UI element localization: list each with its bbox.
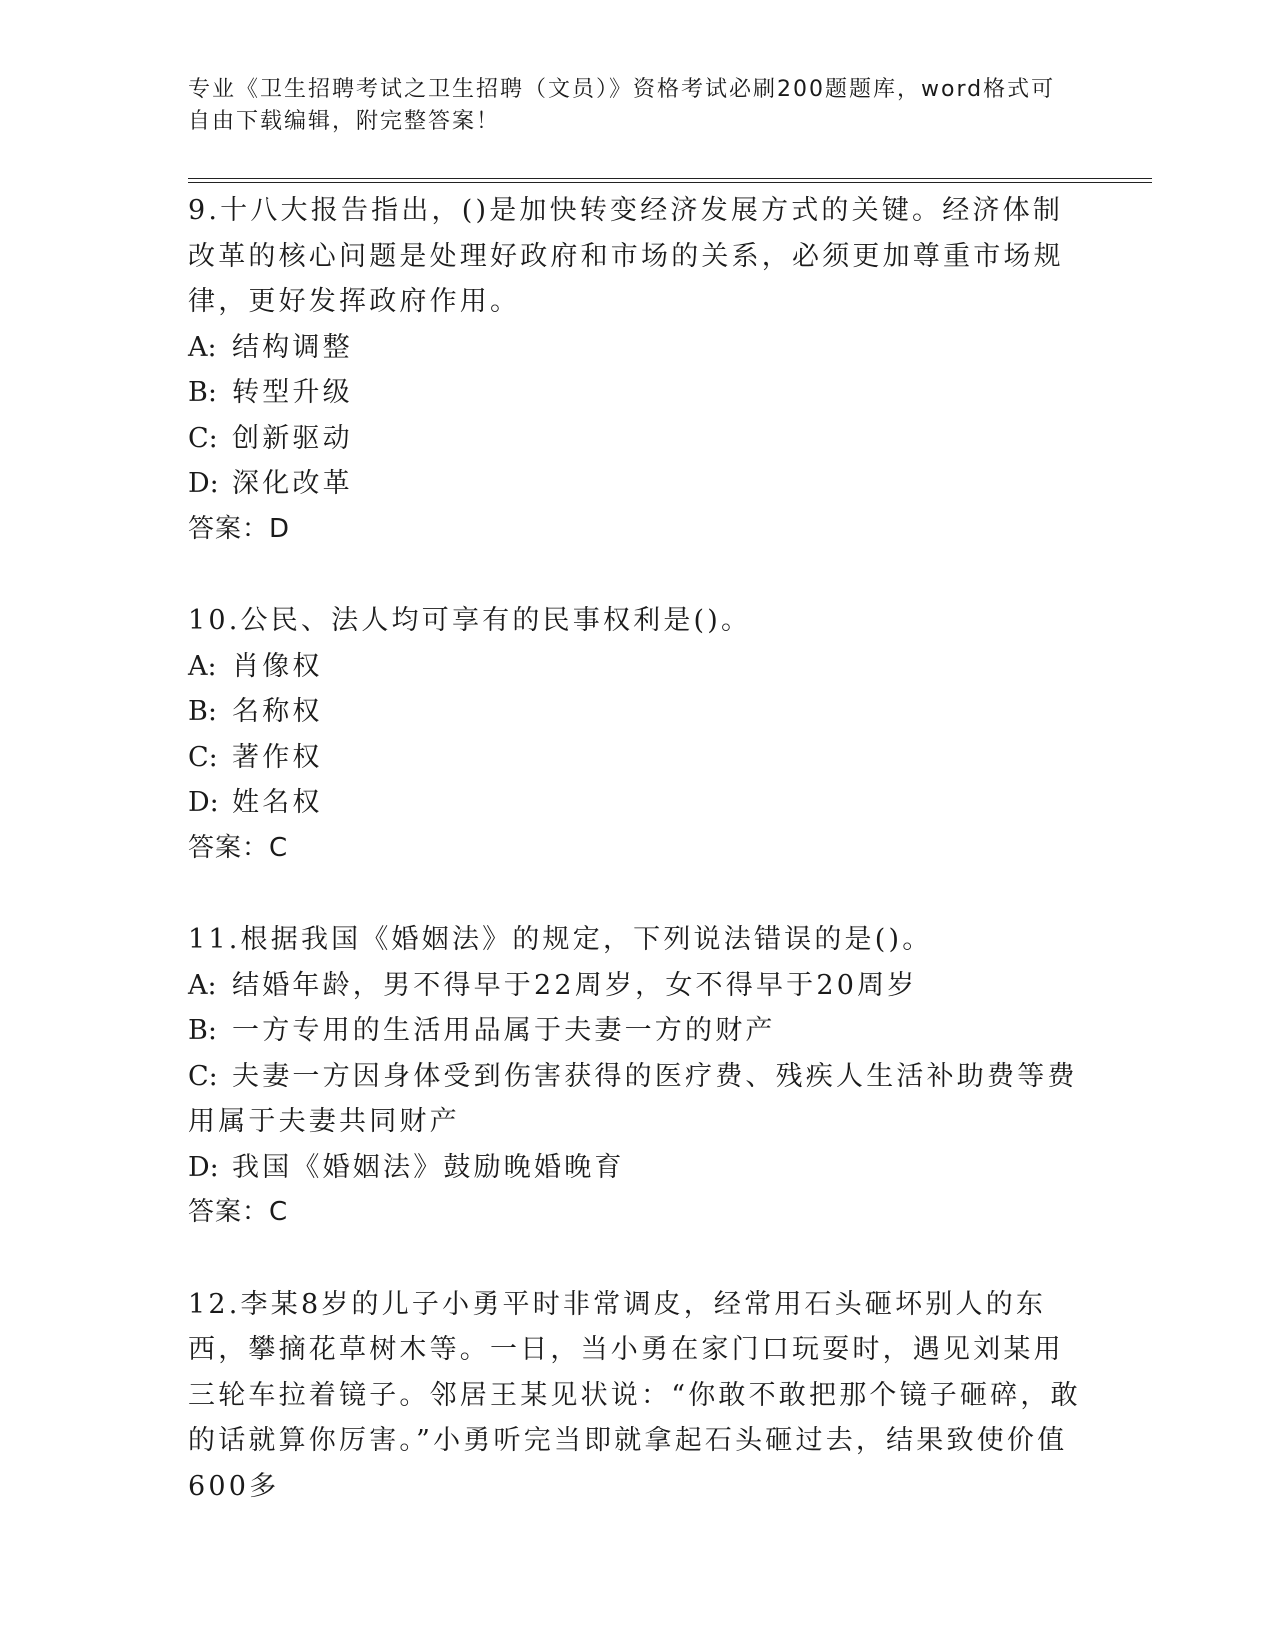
question-stem: 11.根据我国《婚姻法》的规定，下列说法错误的是()。 — [188, 924, 933, 955]
option-key: D: — [188, 1151, 219, 1183]
question-stem: 12.李某8岁的儿子小勇平时非常调皮，经常用石头砸坏别人的东西，攀摘花草树木等。一日，当小勇在家门口玩耍时，遇见刘某用三轮车拉着镜子。邻居王某见状说：“你敢不敢把那个镜子砸碎，敢的话就算你厉害。”小勇听完当即就拿起石头砸过去，结果致使价值600多 — [188, 1288, 1081, 1502]
question-11 — [188, 917, 1088, 1236]
answer-value: D — [269, 513, 291, 544]
option-key: A: — [188, 331, 217, 363]
option-text: 深化改革 — [232, 468, 353, 499]
option-b — [188, 1008, 1088, 1054]
option-a — [188, 963, 1088, 1009]
option-text: 一方专用的生活用品属于夫妻一方的财产 — [232, 1015, 776, 1046]
question-9 — [188, 188, 1088, 552]
answer-value: C — [269, 832, 289, 863]
question-list — [188, 188, 1088, 1509]
option-text: 著作权 — [232, 741, 323, 773]
option-key: B: — [188, 696, 217, 727]
question-10 — [188, 598, 1088, 871]
option-key: C: — [188, 1060, 218, 1092]
option-c — [188, 416, 1088, 462]
option-key: D: — [188, 787, 219, 818]
answer-label: 答案： — [188, 832, 270, 863]
option-text: 我国《婚姻法》鼓励晚婚晚育 — [232, 1151, 625, 1183]
option-a — [188, 325, 1088, 371]
option-b — [188, 370, 1088, 416]
option-key: D: — [188, 468, 219, 499]
option-key: A: — [188, 650, 217, 682]
option-text: 结构调整 — [232, 331, 353, 363]
option-a — [188, 644, 1088, 690]
option-text: 姓名权 — [232, 787, 323, 818]
question-12 — [188, 1282, 1088, 1510]
answer-line — [188, 1190, 1088, 1236]
question-spacer — [188, 1236, 1088, 1282]
answer-line — [188, 826, 1088, 872]
option-d — [188, 780, 1088, 826]
option-d — [188, 1145, 1088, 1191]
option-key: C: — [188, 741, 218, 773]
option-text: 转型升级 — [232, 377, 353, 408]
option-key: A: — [188, 969, 217, 1001]
question-stem: 9.十八大报告指出，()是加快转变经济发展方式的关键。经济体制改革的核心问题是处理好政府和市场的关系，必须更加尊重市场规律，更好发挥政府作用。 — [188, 195, 1064, 317]
question-spacer — [188, 871, 1088, 917]
answer-value: C — [269, 1197, 289, 1227]
question-stem: 10.公民、法人均可享有的民事权利是()。 — [188, 605, 752, 636]
document-header: 专业《卫生招聘考试之卫生招聘（文员）》资格考试必刷200题题库，word格式可自由下载编辑，附完整答案！ — [188, 77, 1056, 134]
option-text: 创新驱动 — [232, 422, 353, 454]
option-key: B: — [188, 1015, 217, 1046]
option-text: 名称权 — [232, 696, 323, 727]
option-c — [188, 1054, 1088, 1145]
option-text: 肖像权 — [232, 650, 323, 682]
answer-label: 答案： — [188, 513, 270, 544]
option-key: B: — [188, 377, 217, 408]
header-divider-bottom — [188, 182, 1152, 183]
option-c — [188, 735, 1088, 781]
option-key: C: — [188, 422, 218, 454]
question-spacer — [188, 552, 1088, 598]
option-b — [188, 689, 1088, 735]
option-text: 夫妻一方因身体受到伤害获得的医疗费、残疾人生活补助费等费用属于夫妻共同财产 — [188, 1060, 1078, 1137]
answer-label: 答案： — [188, 1197, 270, 1227]
header-divider-top — [188, 178, 1152, 179]
option-text: 结婚年龄，男不得早于22周岁，女不得早于20周岁 — [232, 969, 918, 1001]
option-d — [188, 461, 1088, 507]
answer-line — [188, 507, 1088, 553]
